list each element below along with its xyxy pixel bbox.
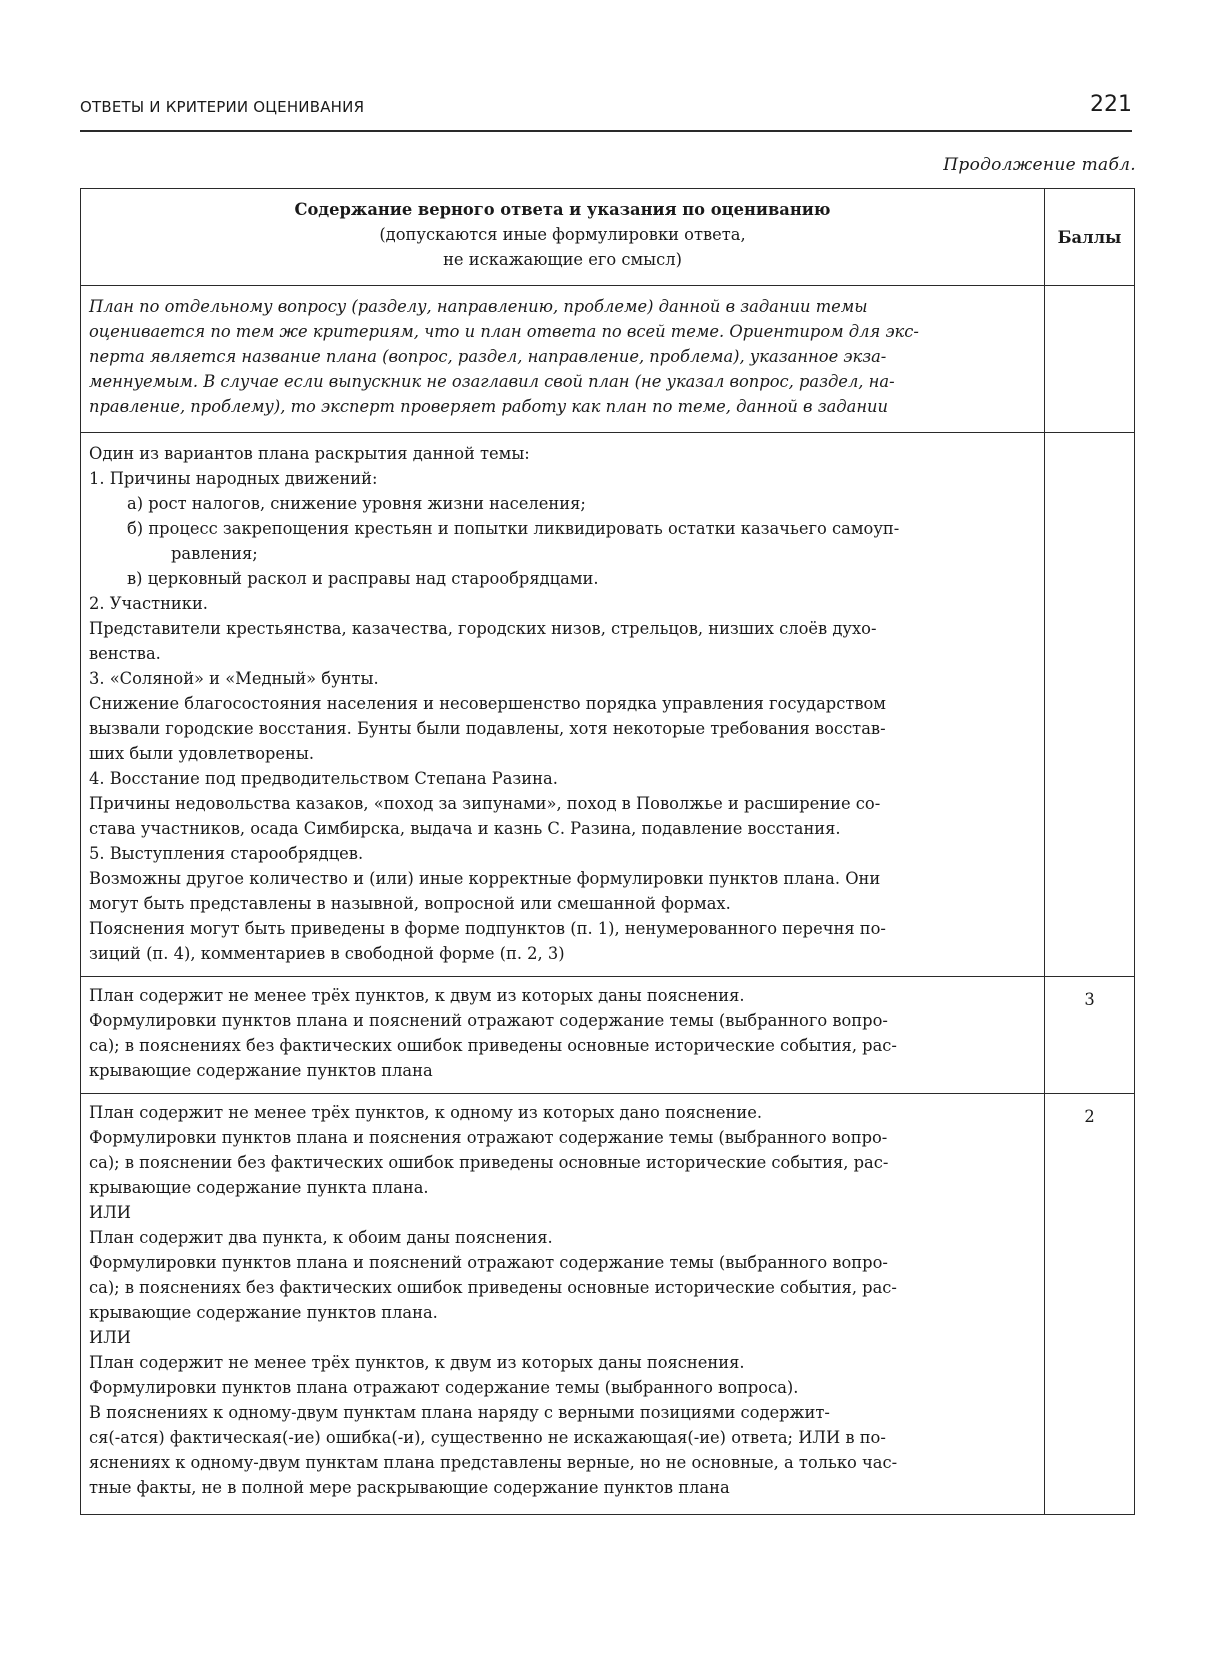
plan-item-2-text: венства.	[89, 644, 161, 663]
assessment-rubric-table	[80, 188, 1135, 1515]
plan-item-4-text: Причины недовольства казаков, «поход за зипунами», поход в Поволжье и расширение со-	[89, 794, 881, 813]
plan-subitem-b-cont: равления;	[171, 544, 258, 563]
criterion-cell-2	[81, 1094, 1045, 1515]
note-line: оценивается по тем же критериям, что и план ответа по всей теме. Ориентиром для экс-	[89, 322, 919, 341]
table-row-plan	[81, 433, 1135, 977]
points-value-3: 3	[1045, 977, 1135, 1094]
criterion-line: План содержит два пункта, к обоим даны пояснения.	[89, 1228, 553, 1247]
criterion-cell-3	[81, 977, 1045, 1094]
points-header-cell: Баллы	[1045, 189, 1135, 286]
criterion-line: План содержит не менее трёх пунктов, к двум из которых даны пояснения.	[89, 1353, 745, 1372]
criterion-line: яснениях к одному-двум пунктам плана представлены верные, но не основные, а только час-	[89, 1453, 898, 1472]
plan-item-2-text: Представители крестьянства, казачества, городских низов, стрельцов, низших слоёв духо-	[89, 619, 877, 638]
criterion-line: План содержит не менее трёх пунктов, к одному из которых дано пояснение.	[89, 1103, 763, 1122]
criterion-line: са); в пояснениях без фактических ошибок приведены основные исторические события, рас-	[89, 1036, 897, 1055]
criterion-or-separator: ИЛИ	[89, 1328, 131, 1347]
plan-intro: Один из вариантов плана раскрытия данной темы:	[89, 444, 530, 463]
points-cell-empty	[1045, 286, 1135, 433]
plan-note: могут быть представлены в назывной, вопросной или смешанной формах.	[89, 894, 731, 913]
plan-subitem-c: в) церковный раскол и расправы над старообрядцами.	[127, 569, 599, 588]
content-header-title: Содержание верного ответа и указания по оцениванию	[294, 200, 831, 219]
table-continuation-label: Продолжение табл.	[943, 155, 1136, 175]
note-line: меннуемым. В случае если выпускник не озаглавил свой план (не указал вопрос, раздел, на-	[89, 372, 895, 391]
table-row-criterion-2	[81, 1094, 1135, 1515]
note-line: правление, проблему), то эксперт проверяет работу как план по теме, данной в задании	[89, 397, 889, 416]
plan-item-5: 5. Выступления старообрядцев.	[89, 844, 364, 863]
plan-subitem-b: б) процесс закрепощения крестьян и попытки ликвидировать остатки казачьего самоуп-	[127, 519, 900, 538]
content-header-cell	[81, 189, 1045, 286]
criterion-line: са); в пояснениях без фактических ошибок приведены основные исторические события, рас-	[89, 1278, 897, 1297]
content-header-subtitle-1: (допускаются иные формулировки ответа,	[379, 225, 746, 244]
plan-note: Пояснения могут быть приведены в форме подпунктов (п. 1), ненумерованного перечня по-	[89, 919, 886, 938]
plan-item-4: 4. Восстание под предводительством Степана Разина.	[89, 769, 558, 788]
note-line: перта является название плана (вопрос, раздел, направление, проблема), указанное экза-	[89, 347, 887, 366]
criterion-line: крывающие содержание пунктов плана.	[89, 1303, 438, 1322]
plan-subitem-a: а) рост налогов, снижение уровня жизни населения;	[127, 494, 586, 513]
points-value-2: 2	[1045, 1094, 1135, 1515]
running-head	[80, 92, 1132, 132]
criterion-or-separator: ИЛИ	[89, 1203, 131, 1222]
plan-variant-cell	[81, 433, 1045, 977]
note-line: План по отдельному вопросу (разделу, направлению, проблеме) данной в задании темы	[89, 297, 868, 316]
criterion-line: Формулировки пунктов плана и пояснений отражают содержание темы (выбранного вопро-	[89, 1253, 888, 1272]
criterion-line: Формулировки пунктов плана и пояснений отражают содержание темы (выбранного вопро-	[89, 1011, 888, 1030]
criterion-line: Формулировки пунктов плана отражают содержание темы (выбранного вопроса).	[89, 1378, 799, 1397]
table-header-row	[81, 189, 1135, 286]
criterion-line: крывающие содержание пункта плана.	[89, 1178, 429, 1197]
plan-item-3: 3. «Соляной» и «Медный» бунты.	[89, 669, 379, 688]
points-cell-empty	[1045, 433, 1135, 977]
criterion-line: Формулировки пунктов плана и пояснения отражают содержание темы (выбранного вопро-	[89, 1128, 888, 1147]
page-number: 221	[1090, 92, 1132, 117]
plan-note: зиций (п. 4), комментариев в свободной форме (п. 2, 3)	[89, 944, 565, 963]
plan-note: Возможны другое количество и (или) иные корректные формулировки пунктов плана. Они	[89, 869, 881, 888]
running-title: ОТВЕТЫ И КРИТЕРИИ ОЦЕНИВАНИЯ	[80, 98, 365, 116]
table-row-note	[81, 286, 1135, 433]
criterion-line: План содержит не менее трёх пунктов, к двум из которых даны пояснения.	[89, 986, 745, 1005]
table-row-criterion-3	[81, 977, 1135, 1094]
criterion-line: крывающие содержание пунктов плана	[89, 1061, 433, 1080]
criterion-line: тные факты, не в полной мере раскрывающие содержание пунктов плана	[89, 1478, 730, 1497]
plan-item-3-text: Снижение благосостояния населения и несовершенство порядка управления государством	[89, 694, 886, 713]
criterion-line: са); в пояснении без фактических ошибок приведены основные исторические события, рас-	[89, 1153, 889, 1172]
criterion-line: В пояснениях к одному-двум пунктам плана наряду с верными позициями содержит-	[89, 1403, 830, 1422]
plan-item-2: 2. Участники.	[89, 594, 208, 613]
expert-note-cell	[81, 286, 1045, 433]
content-header-subtitle-2: не искажающие его смысл)	[443, 250, 682, 269]
plan-item-3-text: ших были удовлетворены.	[89, 744, 315, 763]
plan-item-1: 1. Причины народных движений:	[89, 469, 378, 488]
plan-item-3-text: вызвали городские восстания. Бунты были подавлены, хотя некоторые требования восстав-	[89, 719, 886, 738]
plan-item-4-text: става участников, осада Симбирска, выдача и казнь С. Разина, подавление восстания.	[89, 819, 841, 838]
criterion-line: ся(-атся) фактическая(-ие) ошибка(-и), существенно не искажающая(-ие) ответа; ИЛИ в по-	[89, 1428, 886, 1447]
